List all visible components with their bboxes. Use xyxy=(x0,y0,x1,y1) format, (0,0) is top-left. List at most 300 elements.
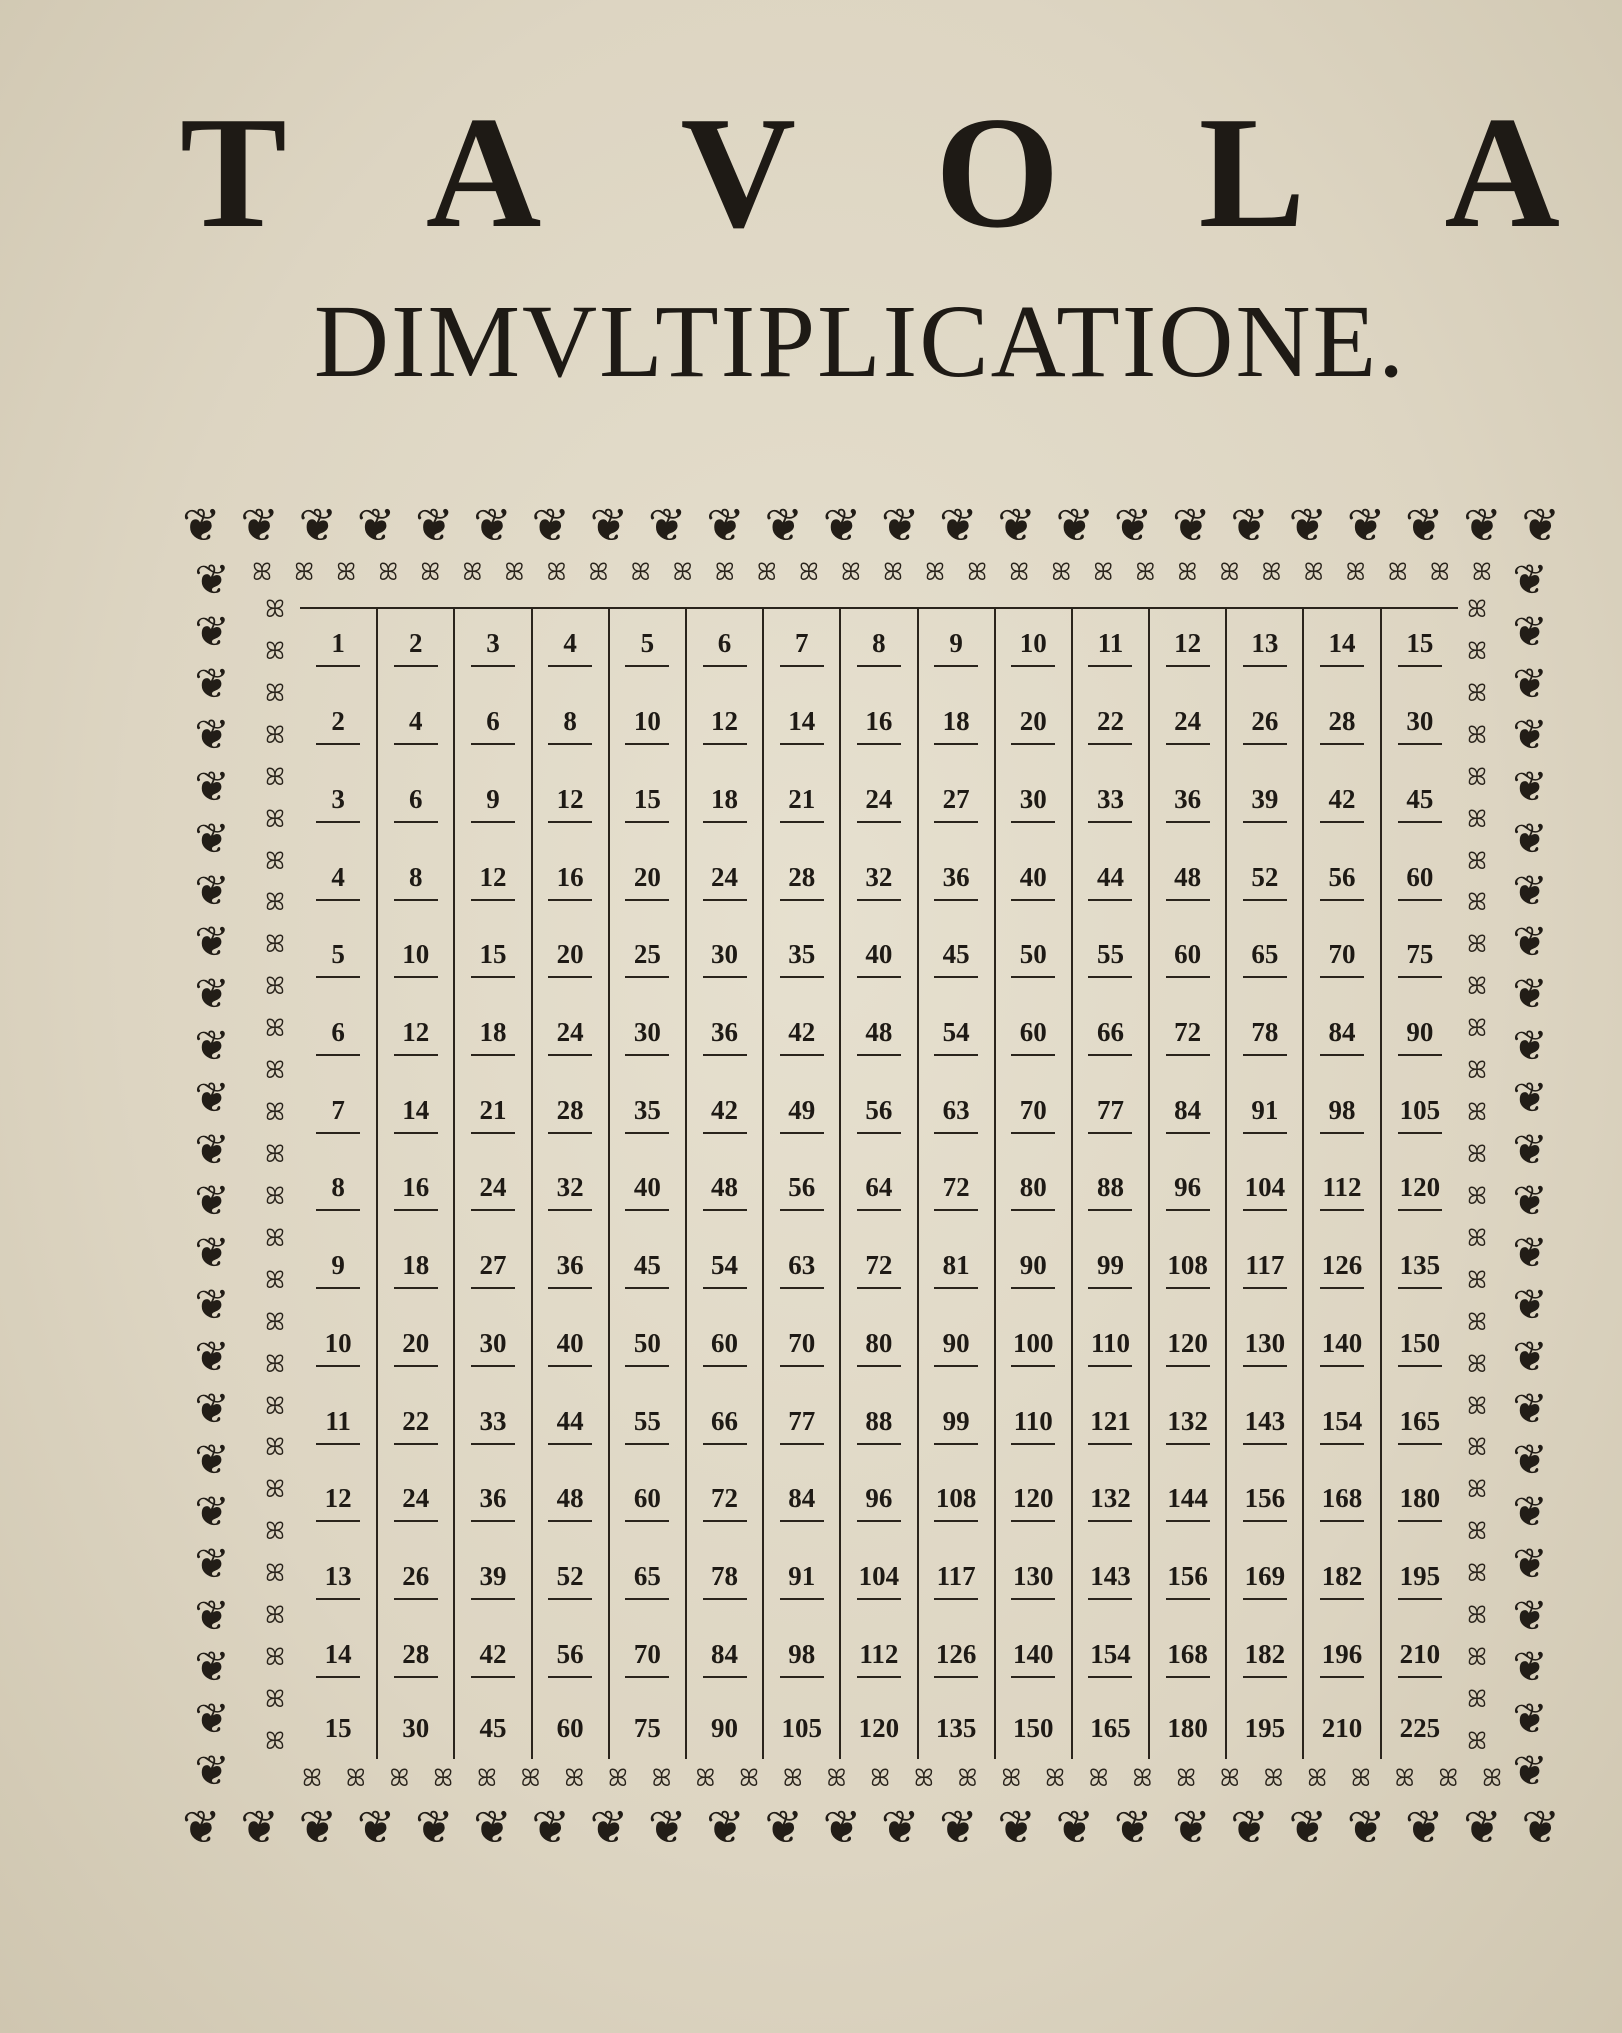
table-cell xyxy=(995,1153,1072,1231)
chain-ornament-icon: ꕤ xyxy=(1467,1475,1487,1504)
separator-rule xyxy=(1011,899,1055,901)
table-cell xyxy=(532,1464,609,1542)
cell-value: 24 xyxy=(865,783,893,814)
table-cell xyxy=(840,1153,917,1231)
separator-rule xyxy=(394,821,438,823)
chain-ornament-icon: ꕤ xyxy=(1467,888,1487,917)
fleuron-icon: ❦ xyxy=(1512,606,1548,656)
cell-value: 84 xyxy=(1174,1094,1202,1125)
fleuron-icon: ❦ xyxy=(298,498,338,552)
fleuron-icon: ❦ xyxy=(194,1279,230,1329)
table-cell xyxy=(995,1542,1072,1620)
cell-value: 81 xyxy=(942,1250,970,1281)
cell-value: 12 xyxy=(556,783,584,814)
table-cell xyxy=(1303,1697,1380,1759)
separator-rule xyxy=(1398,976,1442,978)
separator-rule xyxy=(1166,1054,1210,1056)
separator-rule xyxy=(780,976,824,978)
chain-ornament-icon: ꕤ xyxy=(1467,595,1487,623)
chain-border-bottom xyxy=(302,1763,1502,1793)
chain-ornament-icon: ꕤ xyxy=(607,1764,628,1792)
multiplication-table xyxy=(300,607,1458,1759)
table-cell xyxy=(763,764,840,842)
separator-rule xyxy=(1088,821,1132,823)
cell-value: 33 xyxy=(1096,783,1124,814)
table-row xyxy=(300,1153,1458,1231)
chain-ornament-icon: ꕤ xyxy=(1307,1764,1328,1792)
chain-ornament-icon: ꕤ xyxy=(265,1643,285,1672)
fleuron-icon: ❦ xyxy=(1463,498,1502,552)
separator-rule xyxy=(548,976,592,978)
fleuron-icon: ❦ xyxy=(182,498,221,552)
cell-value: 165 xyxy=(1090,1712,1131,1743)
table-cell xyxy=(1226,1542,1303,1620)
cell-value: 84 xyxy=(1328,1016,1356,1047)
table-cell xyxy=(300,1308,377,1386)
chain-ornament-icon: ꕤ xyxy=(265,1517,285,1546)
separator-rule xyxy=(1088,1676,1132,1678)
table-cell xyxy=(300,1075,377,1153)
cell-value: 108 xyxy=(1167,1250,1208,1281)
table-cell xyxy=(1072,1231,1149,1309)
chain-ornament-icon: ꕤ xyxy=(265,1684,285,1713)
chain-ornament-icon: ꕤ xyxy=(1467,1181,1487,1210)
separator-rule xyxy=(934,1132,978,1134)
cell-value: 16 xyxy=(556,861,584,892)
table-cell xyxy=(609,1308,686,1386)
fleuron-icon: ❦ xyxy=(1512,1331,1548,1381)
fleuron-icon: ❦ xyxy=(1055,498,1095,552)
table-cell xyxy=(1072,687,1149,765)
fleuron-icon: ❦ xyxy=(647,498,687,552)
table-cell xyxy=(454,1386,531,1464)
separator-rule xyxy=(548,1598,592,1600)
table-cell xyxy=(1226,1464,1303,1542)
cell-value: 126 xyxy=(935,1638,977,1669)
separator-rule xyxy=(934,1054,978,1056)
table-cell xyxy=(1226,609,1303,687)
separator-rule xyxy=(548,1365,592,1367)
separator-rule xyxy=(1243,1443,1287,1445)
chain-ornament-icon: ꕤ xyxy=(672,558,693,586)
fleuron-icon: ❦ xyxy=(1512,1072,1548,1122)
separator-rule xyxy=(471,1287,515,1289)
cell-value: 7 xyxy=(794,628,809,659)
cell-value: 154 xyxy=(1090,1638,1131,1669)
chain-ornament-icon: ꕤ xyxy=(520,1764,541,1792)
cell-value: 84 xyxy=(711,1638,739,1669)
separator-rule xyxy=(471,976,515,978)
fleuron-icon: ❦ xyxy=(1463,1800,1502,1854)
separator-rule xyxy=(1011,1365,1055,1367)
multiplication-grid xyxy=(300,609,1458,1759)
table-row xyxy=(300,842,1458,920)
cell-value: 112 xyxy=(1322,1172,1362,1203)
cell-value: 70 xyxy=(788,1327,816,1358)
cell-value: 135 xyxy=(1399,1250,1441,1281)
separator-rule xyxy=(625,1520,669,1522)
cell-value: 120 xyxy=(1399,1172,1441,1203)
table-cell xyxy=(300,1619,377,1697)
table-cell xyxy=(840,609,917,687)
cell-value: 7 xyxy=(331,1094,345,1125)
cell-value: 4 xyxy=(331,861,345,892)
cell-value: 14 xyxy=(324,1638,352,1669)
table-cell xyxy=(1149,687,1226,765)
cell-value: 91 xyxy=(1251,1094,1279,1125)
chain-ornament-icon: ꕤ xyxy=(265,804,285,833)
cell-value: 182 xyxy=(1321,1560,1363,1591)
chain-ornament-icon: ꕤ xyxy=(265,678,285,707)
cell-value: 15 xyxy=(324,1712,352,1743)
fleuron-icon: ❦ xyxy=(1512,762,1548,812)
table-cell xyxy=(840,1697,917,1759)
separator-rule xyxy=(1243,1287,1287,1289)
table-cell xyxy=(300,687,377,765)
table-cell xyxy=(609,764,686,842)
table-cell xyxy=(995,1075,1072,1153)
separator-rule xyxy=(857,899,901,901)
chain-ornament-icon: ꕤ xyxy=(265,762,285,791)
separator-rule xyxy=(780,1676,824,1678)
chain-ornament-icon: ꕤ xyxy=(1394,1764,1415,1792)
separator-rule xyxy=(1166,1209,1210,1211)
table-cell xyxy=(686,1386,763,1464)
separator-rule xyxy=(548,1520,592,1522)
table-cell xyxy=(1303,1542,1380,1620)
cell-value: 6 xyxy=(717,628,732,659)
fleuron-icon: ❦ xyxy=(1512,555,1548,604)
table-cell xyxy=(532,998,609,1076)
cell-value: 120 xyxy=(858,1712,900,1743)
table-row xyxy=(300,1464,1458,1542)
chain-ornament-icon: ꕤ xyxy=(1467,1601,1487,1630)
cell-value: 24 xyxy=(479,1172,507,1203)
cell-value: 60 xyxy=(633,1483,661,1514)
table-cell xyxy=(1149,609,1226,687)
separator-rule xyxy=(1243,1365,1287,1367)
separator-rule xyxy=(1398,1054,1442,1056)
chain-ornament-icon: ꕤ xyxy=(265,1391,285,1420)
separator-rule xyxy=(703,1365,747,1367)
cell-value: 36 xyxy=(479,1483,507,1514)
separator-rule xyxy=(1398,1520,1442,1522)
separator-rule xyxy=(703,1443,747,1445)
fleuron-icon: ❦ xyxy=(1512,1590,1548,1640)
chain-ornament-icon: ꕤ xyxy=(265,1181,285,1210)
fleuron-icon: ❦ xyxy=(194,1745,230,1795)
cell-value: 11 xyxy=(1097,628,1124,659)
separator-rule xyxy=(780,1443,824,1445)
table-cell xyxy=(995,687,1072,765)
chain-ornament-icon: ꕤ xyxy=(1177,558,1198,586)
cell-value: 78 xyxy=(1251,1016,1279,1047)
fleuron-icon: ❦ xyxy=(939,1800,978,1854)
chain-ornament-icon: ꕤ xyxy=(756,558,777,586)
fleuron-icon: ❦ xyxy=(194,1487,230,1537)
cell-value: 90 xyxy=(1406,1016,1434,1047)
cell-value: 56 xyxy=(1328,861,1356,892)
separator-rule xyxy=(548,1676,592,1678)
table-cell xyxy=(1072,842,1149,920)
separator-rule xyxy=(471,1676,515,1678)
cell-value: 210 xyxy=(1321,1712,1363,1743)
separator-rule xyxy=(1088,1520,1132,1522)
table-cell xyxy=(609,1619,686,1697)
table-cell xyxy=(1072,1619,1149,1697)
separator-rule xyxy=(1166,1365,1210,1367)
chain-ornament-icon: ꕤ xyxy=(265,1056,285,1085)
chain-ornament-icon: ꕤ xyxy=(1261,558,1282,586)
separator-rule xyxy=(1243,899,1287,901)
chain-ornament-icon: ꕤ xyxy=(345,1764,366,1792)
table-cell xyxy=(918,842,995,920)
cell-value: 75 xyxy=(1406,939,1434,970)
cell-value: 72 xyxy=(711,1483,739,1514)
cell-value: 98 xyxy=(1328,1094,1356,1125)
separator-rule xyxy=(1088,1443,1132,1445)
chain-ornament-icon: ꕤ xyxy=(265,846,285,875)
table-row xyxy=(300,1386,1458,1464)
table-cell xyxy=(1072,1153,1149,1231)
chain-ornament-icon: ꕤ xyxy=(1051,558,1072,586)
table-cell xyxy=(609,1075,686,1153)
cell-value: 20 xyxy=(633,861,661,892)
table-cell xyxy=(532,1153,609,1231)
cell-value: 90 xyxy=(942,1327,970,1358)
separator-rule xyxy=(548,1443,592,1445)
chain-ornament-icon: ꕤ xyxy=(378,558,399,586)
table-cell xyxy=(1381,1697,1458,1759)
chain-ornament-icon: ꕤ xyxy=(1471,558,1492,586)
separator-rule xyxy=(394,899,438,901)
fleuron-icon: ❦ xyxy=(194,1176,230,1226)
separator-rule xyxy=(316,821,360,823)
table-cell xyxy=(1072,1464,1149,1542)
cell-value: 30 xyxy=(633,1016,661,1047)
fleuron-icon: ❦ xyxy=(1288,498,1327,552)
chain-ornament-icon: ꕤ xyxy=(265,1601,285,1630)
separator-rule xyxy=(934,1520,978,1522)
separator-rule xyxy=(1088,1132,1132,1134)
table-cell xyxy=(686,1075,763,1153)
table-cell xyxy=(763,842,840,920)
separator-rule xyxy=(1398,743,1442,745)
separator-rule xyxy=(1243,1132,1287,1134)
table-cell xyxy=(1226,1386,1303,1464)
fleuron-icon: ❦ xyxy=(822,1800,862,1854)
cell-value: 33 xyxy=(479,1405,507,1436)
separator-rule xyxy=(316,1520,360,1522)
table-cell xyxy=(532,687,609,765)
cell-value: 8 xyxy=(563,706,577,737)
cell-value: 195 xyxy=(1399,1560,1441,1591)
separator-rule xyxy=(548,1054,592,1056)
separator-rule xyxy=(703,1598,747,1600)
separator-rule xyxy=(703,1287,747,1289)
fleuron-icon: ❦ xyxy=(531,498,570,552)
table-cell xyxy=(1149,920,1226,998)
cell-value: 210 xyxy=(1399,1638,1441,1669)
cell-value: 16 xyxy=(865,706,893,737)
table-cell xyxy=(1303,1619,1380,1697)
table-cell xyxy=(454,842,531,920)
separator-rule xyxy=(857,1520,901,1522)
cell-value: 72 xyxy=(1174,1016,1202,1047)
cell-value: 18 xyxy=(942,706,970,737)
table-cell xyxy=(918,920,995,998)
table-cell xyxy=(686,842,763,920)
separator-rule xyxy=(625,976,669,978)
cell-value: 45 xyxy=(479,1712,507,1743)
cell-value: 117 xyxy=(1245,1250,1285,1281)
table-cell xyxy=(1072,1386,1149,1464)
table-cell xyxy=(1226,1075,1303,1153)
separator-rule xyxy=(625,1054,669,1056)
cell-value: 22 xyxy=(402,1405,430,1436)
cell-value: 52 xyxy=(556,1560,584,1591)
separator-rule xyxy=(934,1676,978,1678)
table-cell xyxy=(532,764,609,842)
table-cell xyxy=(763,998,840,1076)
fleuron-icon: ❦ xyxy=(589,498,629,552)
table-cell xyxy=(1149,1386,1226,1464)
fleuron-icon: ❦ xyxy=(1512,1538,1548,1588)
cell-value: 104 xyxy=(1244,1172,1286,1203)
cell-value: 18 xyxy=(402,1250,430,1281)
table-cell xyxy=(686,609,763,687)
table-cell xyxy=(1149,1619,1226,1697)
cell-value: 169 xyxy=(1244,1560,1286,1591)
table-cell xyxy=(1381,1386,1458,1464)
table-cell xyxy=(763,1231,840,1309)
table-cell xyxy=(300,920,377,998)
separator-rule xyxy=(1166,1443,1210,1445)
separator-rule xyxy=(548,665,592,667)
table-cell xyxy=(1303,1231,1380,1309)
cell-value: 117 xyxy=(936,1560,976,1591)
separator-rule xyxy=(471,1365,515,1367)
separator-rule xyxy=(857,1054,901,1056)
chain-ornament-icon: ꕤ xyxy=(1219,1764,1240,1792)
chain-ornament-icon: ꕤ xyxy=(265,1349,285,1378)
fleuron-icon: ❦ xyxy=(1512,813,1548,863)
chain-ornament-icon: ꕤ xyxy=(265,1265,285,1294)
cell-value: 42 xyxy=(1328,783,1356,814)
chain-ornament-icon: ꕤ xyxy=(1481,1764,1502,1792)
separator-rule xyxy=(780,899,824,901)
cell-value: 28 xyxy=(556,1094,584,1125)
cell-value: 22 xyxy=(1096,706,1124,737)
table-cell xyxy=(532,609,609,687)
table-cell xyxy=(1149,1697,1226,1759)
table-cell xyxy=(1072,1697,1149,1759)
table-cell xyxy=(377,998,454,1076)
table-cell xyxy=(377,609,454,687)
chain-ornament-icon: ꕤ xyxy=(1263,1764,1284,1792)
separator-rule xyxy=(1243,1520,1287,1522)
cell-value: 154 xyxy=(1321,1405,1363,1436)
separator-rule xyxy=(471,1598,515,1600)
separator-rule xyxy=(934,743,978,745)
table-cell xyxy=(609,920,686,998)
separator-rule xyxy=(703,821,747,823)
cell-value: 9 xyxy=(331,1250,345,1281)
chain-ornament-icon: ꕤ xyxy=(1176,1764,1197,1792)
cell-value: 12 xyxy=(479,861,507,892)
separator-rule xyxy=(1166,1287,1210,1289)
page-subtitle: DIMVLTIPLICATIONE. xyxy=(313,284,1407,399)
cell-value: 105 xyxy=(781,1712,822,1743)
chain-ornament-icon: ꕤ xyxy=(1467,846,1487,875)
table-cell xyxy=(300,1464,377,1542)
fleuron-icon: ❦ xyxy=(1512,1745,1548,1795)
separator-rule xyxy=(548,1287,592,1289)
table-cell xyxy=(454,1231,531,1309)
chain-border-left xyxy=(260,595,290,1755)
separator-rule xyxy=(1088,665,1132,667)
cell-value: 12 xyxy=(324,1483,352,1514)
separator-rule xyxy=(316,1287,360,1289)
table-cell xyxy=(1072,609,1149,687)
cell-value: 6 xyxy=(409,783,423,814)
table-cell xyxy=(1303,1386,1380,1464)
cell-value: 112 xyxy=(859,1638,899,1669)
fleuron-icon: ❦ xyxy=(880,1800,920,1854)
separator-rule xyxy=(471,1054,515,1056)
separator-rule xyxy=(780,1598,824,1600)
table-cell xyxy=(1381,687,1458,765)
fleuron-icon: ❦ xyxy=(706,498,745,552)
table-cell xyxy=(686,920,763,998)
chain-ornament-icon: ꕤ xyxy=(1467,1098,1487,1127)
separator-rule xyxy=(1166,743,1210,745)
separator-rule xyxy=(625,1676,669,1678)
fleuron-icon: ❦ xyxy=(1521,498,1560,552)
cell-value: 24 xyxy=(1174,706,1202,737)
separator-rule xyxy=(1011,821,1055,823)
separator-rule xyxy=(1398,821,1442,823)
floral-border-right xyxy=(1500,555,1560,1795)
table-cell xyxy=(995,764,1072,842)
fleuron-icon: ❦ xyxy=(473,1800,512,1854)
cell-value: 6 xyxy=(486,706,500,737)
fleuron-icon: ❦ xyxy=(194,606,230,656)
fleuron-icon: ❦ xyxy=(414,498,454,552)
table-cell xyxy=(1381,1619,1458,1697)
chain-ornament-icon: ꕤ xyxy=(1467,804,1487,833)
cell-value: 110 xyxy=(1090,1327,1130,1358)
table-cell xyxy=(532,842,609,920)
table-row xyxy=(300,1075,1458,1153)
table-cell xyxy=(1381,920,1458,998)
separator-rule xyxy=(394,1365,438,1367)
chain-ornament-icon: ꕤ xyxy=(1132,1764,1153,1792)
separator-rule xyxy=(780,1520,824,1522)
separator-rule xyxy=(1320,743,1364,745)
cell-value: 104 xyxy=(858,1560,900,1591)
cell-value: 28 xyxy=(402,1638,430,1669)
cell-value: 35 xyxy=(788,939,816,970)
table-cell xyxy=(1303,920,1380,998)
fleuron-icon: ❦ xyxy=(1512,1642,1548,1692)
separator-rule xyxy=(548,1209,592,1211)
separator-rule xyxy=(625,1598,669,1600)
fleuron-icon: ❦ xyxy=(1512,1279,1548,1329)
chain-ornament-icon: ꕤ xyxy=(1429,558,1450,586)
cell-value: 70 xyxy=(1328,939,1356,970)
table-cell xyxy=(454,1697,531,1759)
